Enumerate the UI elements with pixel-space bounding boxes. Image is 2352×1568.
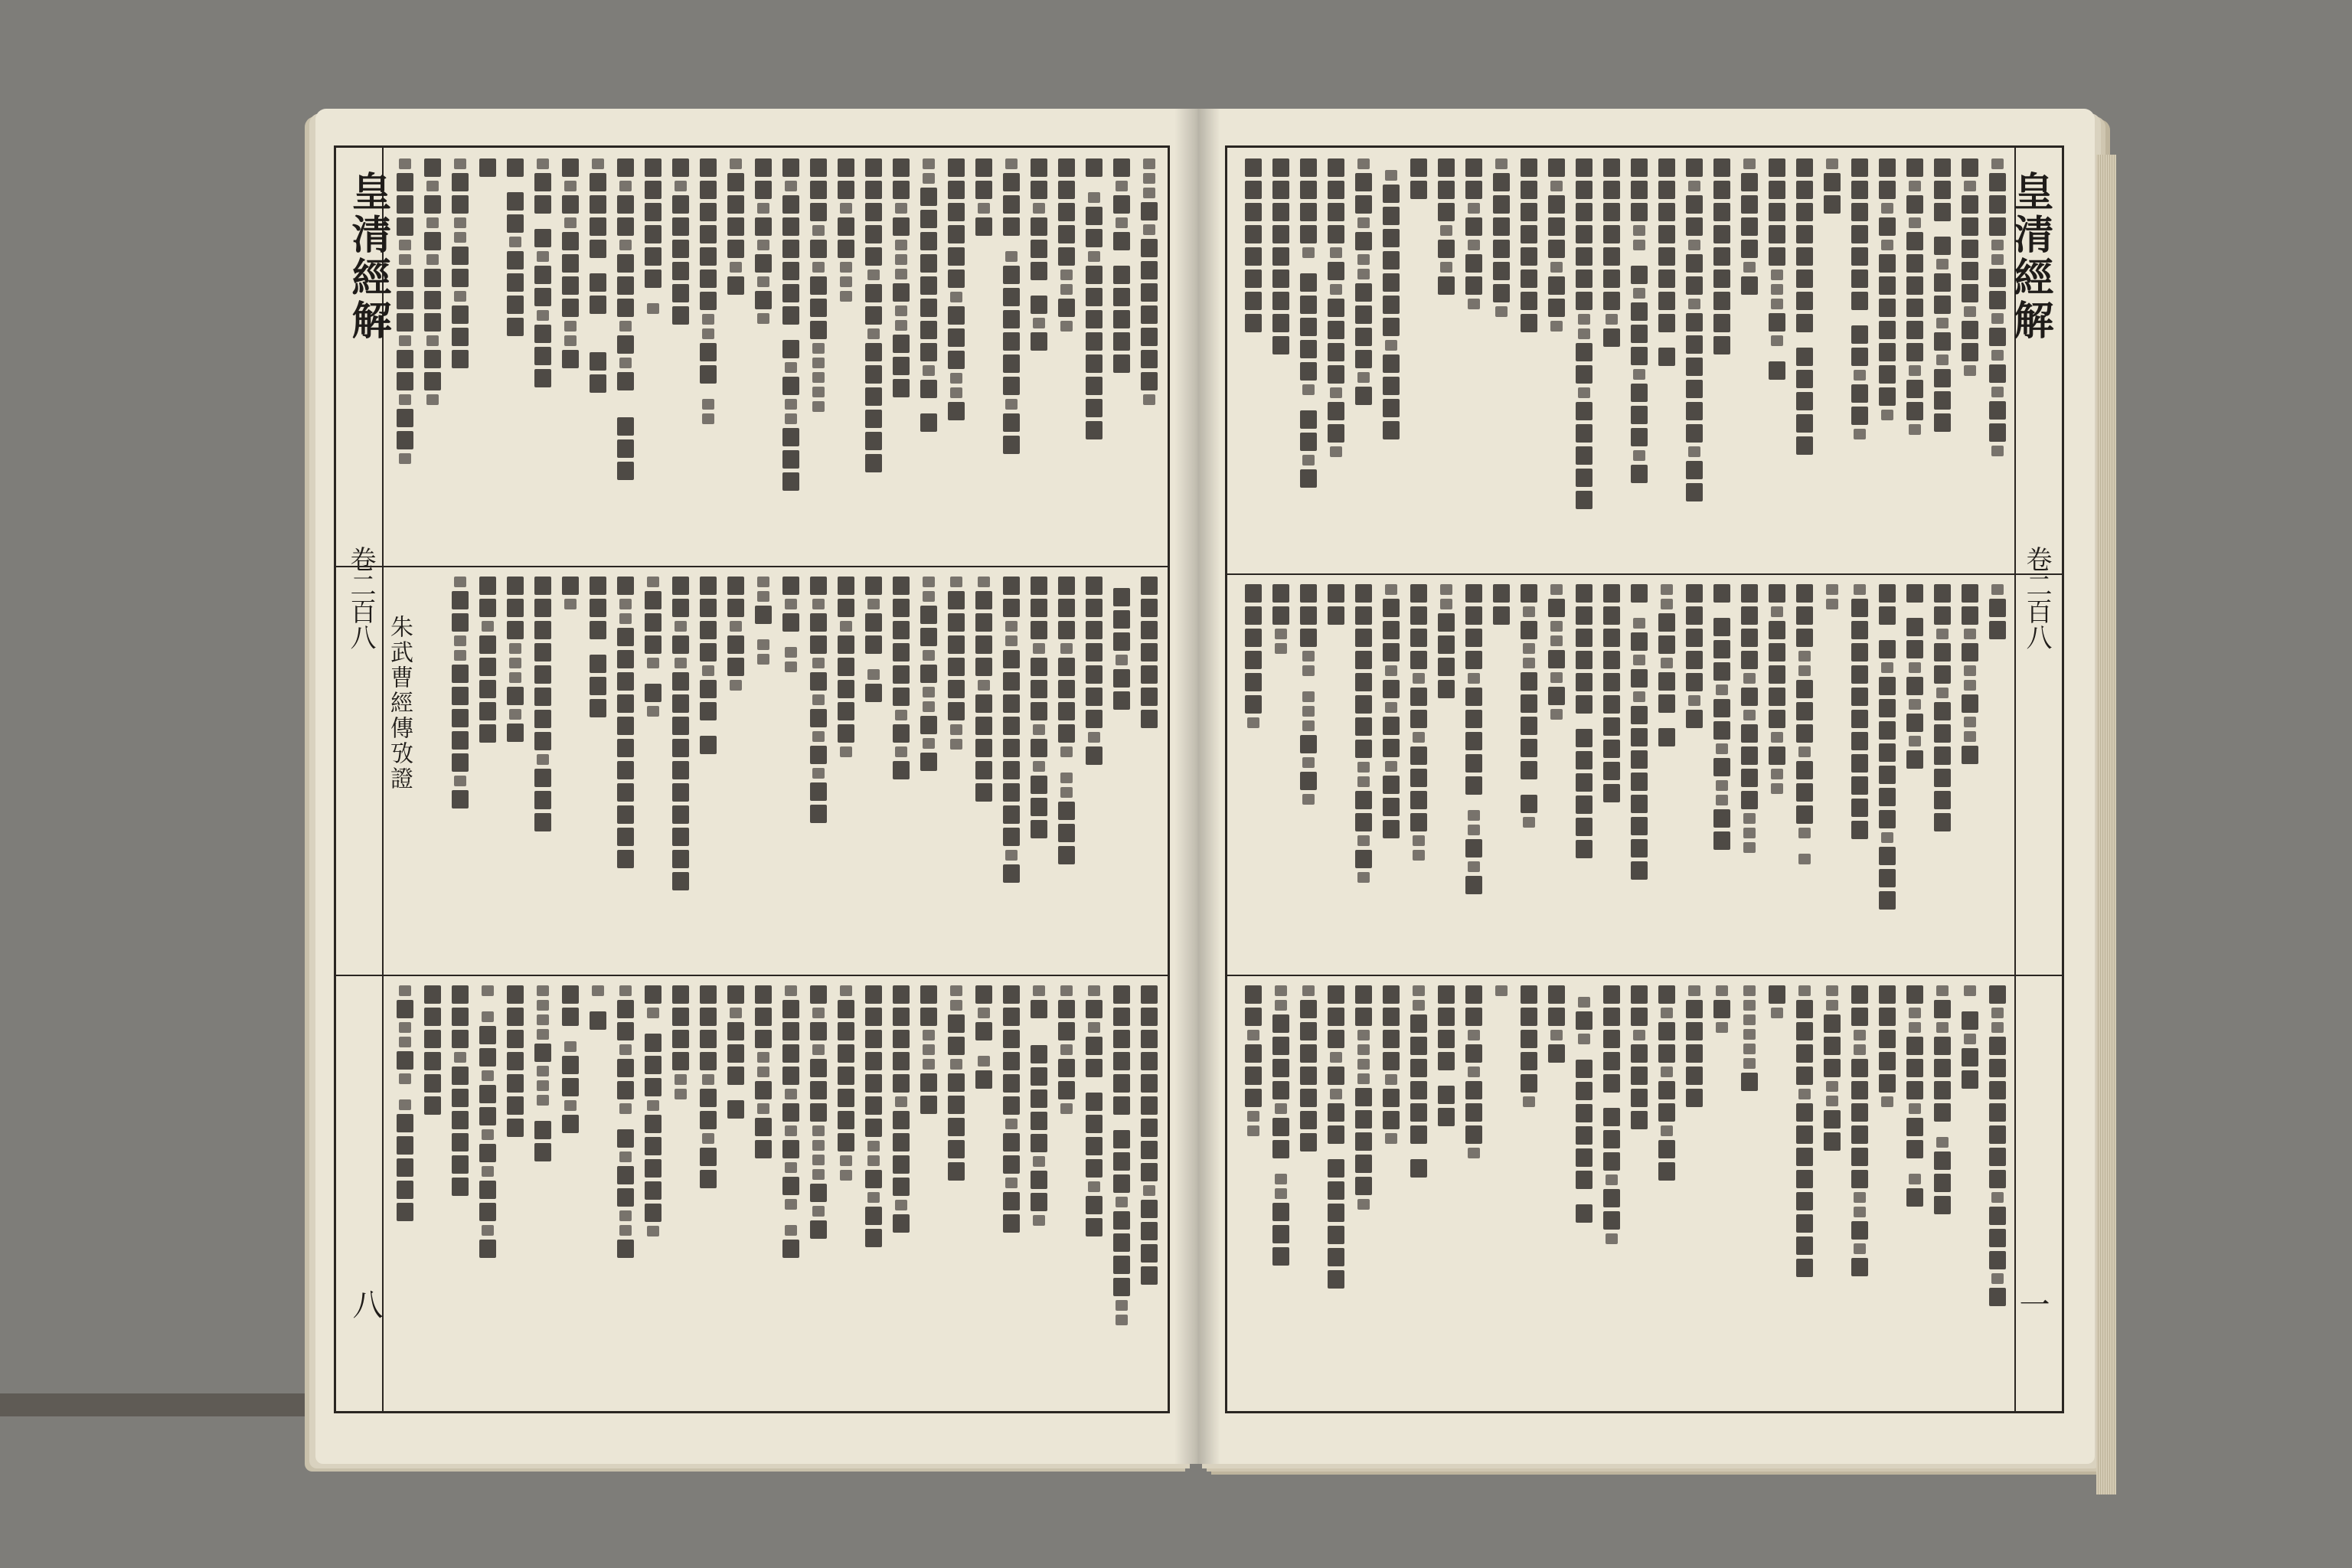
text-column bbox=[1025, 979, 1053, 1411]
left-running-head bbox=[336, 148, 391, 1411]
text-column bbox=[1488, 152, 1515, 576]
text-column bbox=[1322, 578, 1350, 976]
text-column bbox=[1791, 578, 1818, 976]
text-column bbox=[805, 979, 832, 1411]
text-column bbox=[1432, 979, 1460, 1411]
text-column bbox=[832, 152, 860, 568]
text-column bbox=[1818, 152, 1846, 576]
text-column bbox=[1240, 979, 1267, 1411]
text-column bbox=[1295, 979, 1322, 1411]
right-juan-label: 卷二百八 bbox=[2021, 546, 2052, 650]
text-column bbox=[557, 570, 584, 976]
page-edge-stack bbox=[2096, 155, 2116, 1494]
open-book bbox=[315, 78, 2095, 1494]
left-book-title: 朱武曹經傳攷證 bbox=[386, 615, 413, 792]
text-column bbox=[529, 570, 557, 976]
text-column bbox=[1240, 578, 1267, 976]
text-column bbox=[1267, 979, 1295, 1411]
text-column bbox=[1322, 979, 1350, 1411]
text-column bbox=[419, 979, 446, 1411]
text-column bbox=[998, 152, 1025, 568]
text-column bbox=[1432, 152, 1460, 576]
text-column bbox=[915, 152, 942, 568]
right-page-frame bbox=[1225, 145, 2064, 1413]
text-column bbox=[1653, 979, 1681, 1411]
text-column bbox=[1135, 570, 1163, 976]
text-column bbox=[777, 570, 805, 976]
text-column bbox=[1350, 578, 1377, 976]
text-column bbox=[1846, 578, 1873, 976]
text-column bbox=[1350, 152, 1377, 576]
text-column bbox=[1956, 979, 1984, 1411]
text-column bbox=[1405, 979, 1432, 1411]
text-column bbox=[694, 152, 722, 568]
text-column bbox=[915, 979, 942, 1411]
text-column bbox=[1432, 578, 1460, 976]
text-column bbox=[1135, 152, 1163, 568]
right-page bbox=[1196, 109, 2095, 1464]
text-column bbox=[777, 152, 805, 568]
text-column bbox=[860, 979, 887, 1411]
text-column bbox=[1543, 979, 1570, 1411]
text-columns-lower bbox=[390, 979, 1163, 1405]
text-column bbox=[1570, 152, 1598, 576]
text-column bbox=[1267, 152, 1295, 576]
text-column bbox=[970, 570, 998, 976]
text-column bbox=[1818, 578, 1846, 976]
text-column bbox=[860, 570, 887, 976]
text-column bbox=[832, 570, 860, 976]
text-column bbox=[1625, 152, 1653, 576]
text-column bbox=[1488, 979, 1515, 1411]
text-column bbox=[1108, 152, 1135, 568]
text-column bbox=[1570, 578, 1598, 976]
text-column bbox=[1295, 578, 1322, 976]
text-column bbox=[1377, 979, 1405, 1411]
text-column bbox=[1377, 152, 1405, 576]
text-column bbox=[1625, 578, 1653, 976]
text-column bbox=[501, 979, 529, 1411]
text-column bbox=[639, 570, 667, 976]
text-column bbox=[1080, 152, 1108, 568]
text-column bbox=[1791, 979, 1818, 1411]
text-column bbox=[694, 570, 722, 976]
text-column bbox=[722, 570, 750, 976]
text-column bbox=[887, 152, 915, 568]
text-column bbox=[639, 152, 667, 568]
book-gutter bbox=[1174, 109, 1220, 1464]
text-column bbox=[1405, 578, 1432, 976]
text-column bbox=[667, 152, 694, 568]
text-column bbox=[860, 152, 887, 568]
left-series-title: 皇清經解 bbox=[345, 171, 391, 342]
text-column bbox=[1681, 578, 1708, 976]
text-column bbox=[887, 979, 915, 1411]
text-column bbox=[1984, 979, 2011, 1411]
text-column bbox=[942, 979, 970, 1411]
text-column bbox=[529, 152, 557, 568]
left-juan-label: 卷二百八 bbox=[345, 546, 376, 650]
text-column bbox=[584, 979, 612, 1411]
text-column bbox=[694, 979, 722, 1411]
text-column bbox=[1295, 152, 1322, 576]
text-column bbox=[1460, 979, 1488, 1411]
text-column bbox=[750, 979, 777, 1411]
text-column bbox=[446, 570, 474, 976]
text-column bbox=[474, 979, 501, 1411]
right-folio-number: 一 bbox=[2014, 1289, 2050, 1319]
text-column bbox=[1873, 152, 1901, 576]
text-column bbox=[639, 979, 667, 1411]
text-column bbox=[1763, 152, 1791, 576]
text-column bbox=[1708, 578, 1736, 976]
text-column bbox=[584, 570, 612, 976]
text-column bbox=[1901, 979, 1929, 1411]
text-column bbox=[1080, 570, 1108, 976]
text-column bbox=[1025, 152, 1053, 568]
text-column bbox=[667, 979, 694, 1411]
text-column bbox=[750, 152, 777, 568]
text-column bbox=[1873, 578, 1901, 976]
text-column bbox=[722, 979, 750, 1411]
text-column bbox=[1736, 152, 1763, 576]
text-columns-middle bbox=[420, 570, 1163, 970]
text-column bbox=[942, 570, 970, 976]
text-column bbox=[1053, 570, 1080, 976]
text-column bbox=[1818, 979, 1846, 1411]
text-column bbox=[1956, 152, 1984, 576]
text-column bbox=[1625, 979, 1653, 1411]
text-column bbox=[612, 979, 639, 1411]
text-column bbox=[1460, 152, 1488, 576]
left-page-frame bbox=[334, 145, 1170, 1413]
text-column bbox=[391, 979, 419, 1411]
text-column bbox=[1240, 152, 1267, 576]
text-column bbox=[805, 570, 832, 976]
text-column bbox=[1984, 152, 2011, 576]
text-column bbox=[612, 152, 639, 568]
text-column bbox=[1929, 578, 1956, 976]
text-column bbox=[557, 979, 584, 1411]
text-column bbox=[1598, 152, 1625, 576]
text-column bbox=[1570, 979, 1598, 1411]
text-column bbox=[529, 979, 557, 1411]
text-column bbox=[557, 152, 584, 568]
text-column bbox=[1984, 578, 2011, 976]
text-column bbox=[1377, 578, 1405, 976]
text-column bbox=[1267, 578, 1295, 976]
text-column bbox=[1708, 979, 1736, 1411]
text-columns-upper bbox=[1232, 152, 2011, 570]
text-column bbox=[667, 570, 694, 976]
text-column bbox=[998, 979, 1025, 1411]
text-column bbox=[1653, 152, 1681, 576]
text-column bbox=[1543, 578, 1570, 976]
text-column bbox=[915, 570, 942, 976]
text-column bbox=[1763, 578, 1791, 976]
text-column bbox=[1901, 578, 1929, 976]
text-column bbox=[1873, 979, 1901, 1411]
text-column bbox=[1322, 152, 1350, 576]
text-column bbox=[1025, 570, 1053, 976]
text-column bbox=[832, 979, 860, 1411]
text-column bbox=[998, 570, 1025, 976]
text-column bbox=[474, 570, 501, 976]
text-column bbox=[1929, 979, 1956, 1411]
text-column bbox=[1108, 979, 1135, 1411]
text-column bbox=[446, 152, 474, 568]
text-column bbox=[501, 570, 529, 976]
text-column bbox=[1681, 979, 1708, 1411]
text-column bbox=[1053, 152, 1080, 568]
text-column bbox=[777, 979, 805, 1411]
text-column bbox=[805, 152, 832, 568]
right-running-head bbox=[2007, 148, 2062, 1411]
text-column bbox=[1763, 979, 1791, 1411]
right-series-title: 皇清經解 bbox=[2007, 171, 2053, 342]
text-column bbox=[1515, 578, 1543, 976]
text-column bbox=[1080, 979, 1108, 1411]
text-column bbox=[1598, 979, 1625, 1411]
text-column bbox=[419, 152, 446, 568]
text-columns-upper bbox=[390, 152, 1163, 562]
text-columns-middle bbox=[1232, 578, 2011, 970]
text-column bbox=[750, 570, 777, 976]
text-column bbox=[1846, 979, 1873, 1411]
left-folio-number: 八 bbox=[348, 1289, 383, 1319]
text-column bbox=[501, 152, 529, 568]
text-column bbox=[1108, 570, 1135, 976]
text-column bbox=[1736, 979, 1763, 1411]
text-column bbox=[1515, 152, 1543, 576]
text-columns-lower bbox=[1232, 979, 2011, 1405]
text-column bbox=[1460, 578, 1488, 976]
text-column bbox=[1488, 578, 1515, 976]
text-column bbox=[446, 979, 474, 1411]
text-column bbox=[1653, 578, 1681, 976]
text-column bbox=[1405, 152, 1432, 576]
left-page bbox=[315, 109, 1196, 1464]
text-column bbox=[1053, 979, 1080, 1411]
text-column bbox=[1791, 152, 1818, 576]
text-column bbox=[391, 152, 419, 568]
text-column bbox=[942, 152, 970, 568]
text-column bbox=[584, 152, 612, 568]
text-column bbox=[1929, 152, 1956, 576]
text-column bbox=[1956, 578, 1984, 976]
text-column bbox=[970, 152, 998, 568]
text-column bbox=[1681, 152, 1708, 576]
text-column bbox=[722, 152, 750, 568]
text-column bbox=[887, 570, 915, 976]
text-column bbox=[1515, 979, 1543, 1411]
text-column bbox=[1901, 152, 1929, 576]
text-column bbox=[1846, 152, 1873, 576]
text-column bbox=[1543, 152, 1570, 576]
text-column bbox=[1598, 578, 1625, 976]
text-column bbox=[970, 979, 998, 1411]
text-column bbox=[1736, 578, 1763, 976]
text-column bbox=[1135, 979, 1163, 1411]
text-column bbox=[1350, 979, 1377, 1411]
text-column bbox=[1708, 152, 1736, 576]
text-column bbox=[612, 570, 639, 976]
text-column bbox=[474, 152, 501, 568]
